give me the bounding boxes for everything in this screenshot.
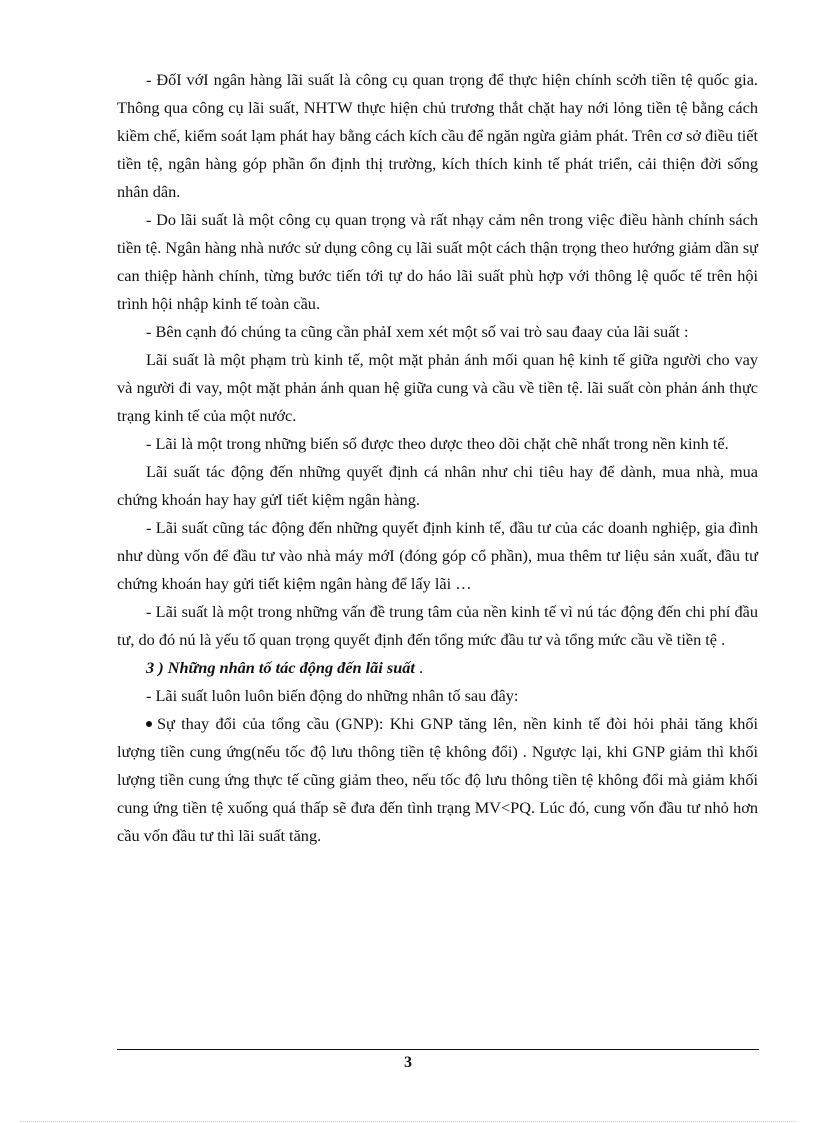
section-heading-text: 3 ) Những nhân tố tác động đến lãi suất	[146, 658, 415, 677]
paragraph-6: Lãi suất tác động đến những quyết định cá nhân như chi tiêu hay để dành, mua nhà, mua chứng khoán hay hay gửI tiết kiệm ngân hàng.	[117, 462, 758, 509]
section-heading	[117, 654, 758, 682]
paragraph-3: - Bên cạnh đó chúng ta cũng cần phảI xem xét một số vai trò sau đaay của lãi suất :	[146, 322, 689, 341]
paragraph-7: - Lãi suất cũng tác động đến những quyết định kinh tế, đầu tư của các doanh nghiệp, gia đình như dùng vốn để đầu tư vào nhà máy mớI (đóng góp cổ phần), mua thêm tư liệu sản xuất, đầu tư chứng khoán hay gửi tiết kiệm ngân hàng để lấy lãi …	[117, 518, 758, 593]
bullet-icon	[146, 721, 152, 727]
intro-line: - Lãi suất luôn luôn biến động do những nhân tố sau đây:	[146, 686, 519, 705]
paragraph-2: - Do lãi suất là một công cụ quan trọng và rất nhạy cảm nên trong việc điều hành chính sách tiền tệ. Ngân hàng nhà nước sử dụng công cụ lãi suất một cách thận trọng theo hướng giảm dần sự can thiệp hành chính, từng bước tiến tới tự do háo lãi suất phù hợp với thông lệ quốc tế trên hội trình hội nhập kinh tế toàn cầu.	[117, 210, 758, 313]
section-heading-tail: .	[419, 658, 424, 677]
page-number: 3	[404, 1054, 412, 1071]
paragraph-1: - ĐốI vớI ngân hàng lãi suất là công cụ quan trọng để thực hiện chính scởh tiền tệ quốc gia. Thông qua công cụ lãi suất, NHTW thực hiện chủ trương thắt chặt hay nới lỏng tiền tệ bằng cách kiềm chế, kiểm soát lạm phát hay bằng cách kích cầu để ngăn ngừa giảm phát. Trên cơ sở điều tiết tiền tệ, ngân hàng góp phần ổn định thị trường, kích thích kinh tế phát triển, cải thiện đời sống nhân dân.	[117, 70, 758, 201]
paragraph-4: Lãi suất là một phạm trù kinh tế, một mặt phản ánh mối quan hệ kinh tế giữa người cho vay và người đi vay, một mặt phản ánh quan hệ giữa cung và cầu về tiền tệ. lãi suất còn phản ánh thực trạng kinh tế của một nước.	[117, 350, 758, 425]
page-bottom-edge	[20, 1121, 796, 1122]
bullet-paragraph	[117, 710, 758, 850]
paragraph-5: - Lãi là một trong những biến số được theo dược theo dõi chặt chẽ nhất trong nền kinh tế.	[146, 434, 729, 453]
footer-divider	[117, 1049, 759, 1050]
page-body	[117, 66, 758, 850]
paragraph-8: - Lãi suất là một trong những vấn đề trung tâm của nền kinh tế vì nú tác động đến chi phí đầu tư, do đó nú là yếu tố quan trọng quyết định đến tổng mức đầu tư và tổng mức cầu về tiền tệ .	[117, 602, 758, 649]
bullet-text: Sự thay đổi của tổng cầu (GNP): Khi GNP tăng lên, nền kinh tế đòi hỏi phải tăng khối lượng tiền cung ứng(nếu tốc độ lưu thông tiền tệ không đổi) . Ngược lại, khi GNP giảm thì khối lượng tiền cung ứng thực tế cũng giảm theo, nếu tốc độ lưu thông tiền tệ không đổi mà giảm khối cung ứng tiền tệ xuống quá thấp sẽ đưa đến tình trạng MV<PQ. Lúc đó, cung vốn đầu tư nhỏ hơn cầu vốn đầu tư thì lãi suất tăng.	[117, 714, 758, 845]
